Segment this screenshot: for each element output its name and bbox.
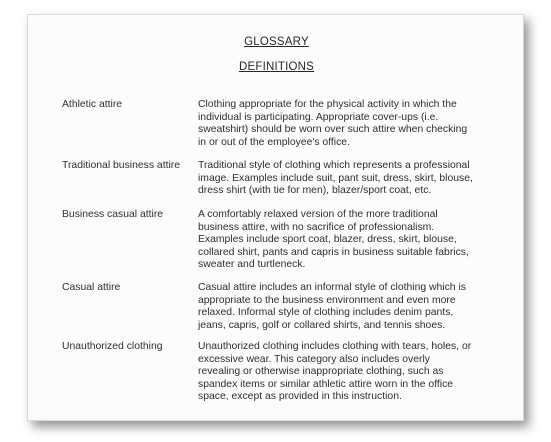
- definition-line: Traditional style of clothing which represents a professional: [198, 160, 470, 171]
- definition-line: revealing or otherwise inappropriate clothing, such as: [198, 366, 444, 378]
- definition-line: individual is participating. Appropriate cover-ups (i.e.: [198, 111, 439, 123]
- glossary-term: Unauthorized clothing: [62, 341, 163, 352]
- glossary-definition: [198, 160, 508, 198]
- document-page: [27, 14, 524, 421]
- definition-line: business attire, with no sacrifice of professionalism.: [198, 221, 435, 233]
- definition-line: appropriate to the business environment and even more: [198, 294, 456, 306]
- definition-line: sweater and turtleneck.: [198, 259, 306, 271]
- definitions-heading: DEFINITIONS: [238, 61, 315, 73]
- definition-line: image. Examples include suit, pant suit, dress, skirt, blouse,: [198, 172, 473, 184]
- glossary-definition: [198, 282, 508, 332]
- glossary-definition: [198, 99, 508, 149]
- glossary-term: Athletic attire: [62, 99, 123, 110]
- definition-line: in or out of the employee's office.: [198, 136, 350, 148]
- definition-line: sweatshirt) should be worn over such attire when checking: [198, 124, 468, 136]
- definition-line: Examples include sport coat, blazer, dress, skirt, blouse,: [198, 234, 457, 246]
- glossary-term: Business casual attire: [62, 209, 164, 220]
- definition-line: spandex items or similar athletic attire worn in the office: [198, 378, 454, 390]
- definition-line: Casual attire includes an informal style of clothing which is: [198, 282, 466, 293]
- glossary-heading: GLOSSARY: [244, 36, 309, 48]
- glossary-term: Traditional business attire: [62, 160, 181, 171]
- glossary-definition: [198, 209, 508, 272]
- definition-line: Clothing appropriate for the physical activity in which the: [198, 99, 457, 110]
- definition-line: jeans, capris, golf or collared shirts, and tennis shoes.: [198, 319, 446, 331]
- definition-line: Unauthorized clothing includes clothing with tears, holes, or: [198, 341, 472, 352]
- glossary-term: Casual attire: [62, 282, 121, 293]
- definition-line: dress shirt (with tie for men), blazer/sport coat, etc.: [198, 185, 432, 197]
- definition-line: relaxed. Informal style of clothing includes denim pants,: [198, 307, 454, 319]
- definition-line: collared shirt, pants and capris in business suitable fabrics,: [198, 246, 469, 258]
- definition-line: excessive wear. This category also includes overly: [198, 353, 430, 365]
- definition-line: space, except as provided in this instruction.: [198, 391, 402, 403]
- definition-line: A comfortably relaxed version of the more traditional: [198, 209, 438, 220]
- glossary-definition: [198, 341, 508, 404]
